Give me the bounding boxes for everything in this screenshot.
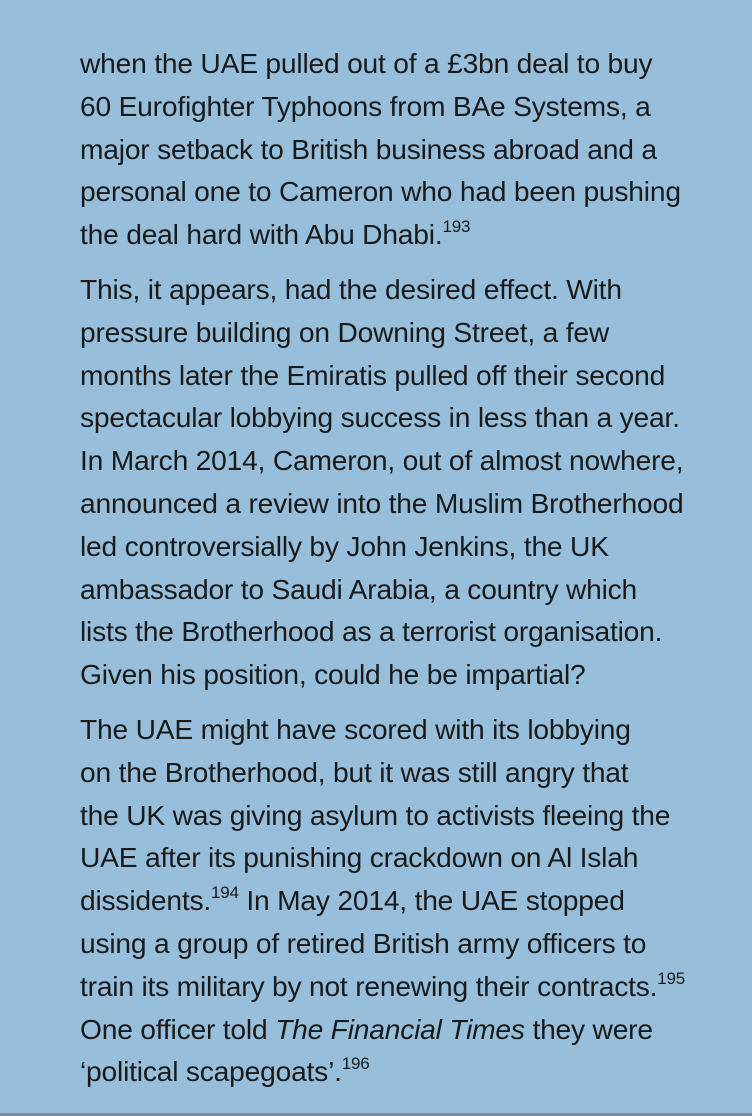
text-line: lists the Brotherhood as a terrorist organisation. <box>80 615 663 648</box>
line-text: dissidents. <box>80 884 211 917</box>
text-line: using a group of retired British army officers to <box>80 926 647 959</box>
footnote-ref-196[interactable]: 196 <box>341 1054 370 1074</box>
line-text: ‘political scapegoats’. <box>80 1055 342 1088</box>
text-line: months later the Emiratis pulled off their second <box>80 358 666 391</box>
text-line: In March 2014, Cameron, out of almost nowhere, <box>80 444 684 477</box>
text-line <box>80 965 740 1008</box>
text-line: on the Brotherhood, but it was still angry that <box>80 755 629 788</box>
text-line <box>80 1050 740 1093</box>
text-line <box>80 1008 740 1051</box>
footnote-ref-194[interactable]: 194 <box>210 883 239 903</box>
document-body <box>80 42 740 1105</box>
line-text: One officer told <box>80 1012 276 1045</box>
text-line: spectacular lobbying success in less than a year. <box>80 401 680 434</box>
text-line <box>80 879 740 922</box>
text-line: major setback to British business abroad and a <box>80 132 657 165</box>
paragraph-2 <box>80 268 740 696</box>
text-line: ambassador to Saudi Arabia, a country which <box>80 572 638 605</box>
paragraph-3 <box>80 708 740 1093</box>
line-text-continued: In May 2014, the UAE stopped <box>238 884 625 917</box>
text-line: the UK was giving asylum to activists fleeing the <box>80 798 671 831</box>
footnote-ref-193[interactable]: 193 <box>442 217 471 237</box>
text-line: led controversially by John Jenkins, the UK <box>80 529 609 562</box>
text-line <box>80 213 740 256</box>
publication-title: The Financial Times <box>275 1012 525 1045</box>
text-line: personal one to Cameron who had been pushing <box>80 175 681 208</box>
line-text: train its military by not renewing their contracts. <box>80 969 658 1002</box>
text-line: when the UAE pulled out of a £3bn deal to buy <box>80 47 653 79</box>
line-text-continued: they were <box>524 1012 653 1045</box>
text-line: pressure building on Downing Street, a few <box>80 315 610 348</box>
line-text: the deal hard with Abu Dhabi. <box>80 218 443 251</box>
text-line: 60 Eurofighter Typhoons from BAe Systems, a <box>80 89 651 122</box>
text-line: This, it appears, had the desired effect. With <box>80 272 622 305</box>
text-line: UAE after its punishing crackdown on Al Islah <box>80 841 639 874</box>
paragraph-1 <box>80 42 740 256</box>
text-line: announced a review into the Muslim Brotherhood <box>80 486 684 519</box>
text-line: Given his position, could he be impartial? <box>80 658 586 691</box>
footnote-ref-195[interactable]: 195 <box>657 968 686 988</box>
text-line: The UAE might have scored with its lobbying <box>80 712 631 745</box>
